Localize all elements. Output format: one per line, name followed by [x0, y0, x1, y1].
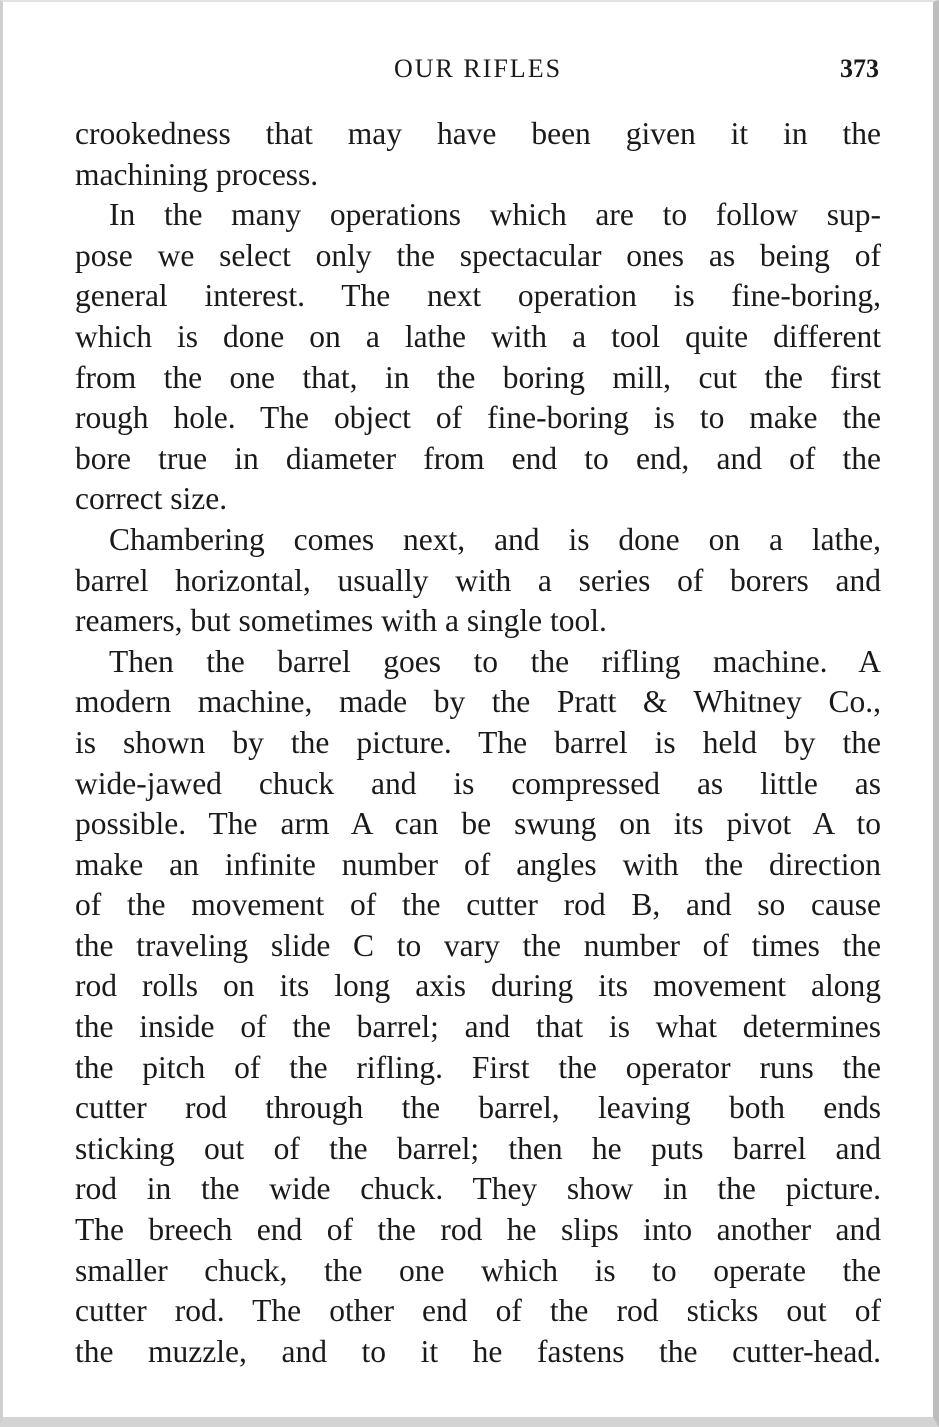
- text-line: crookedness that may have been given it in the: [75, 116, 881, 151]
- paragraph: [75, 520, 881, 642]
- text-line: bore true in diameter from end to end, and of the: [75, 440, 881, 476]
- text-line: The breech end of the rod he slips into another and: [75, 1212, 881, 1248]
- text-line: the inside of the barrel; and that is what determines: [75, 1009, 881, 1045]
- text-line: make an infinite number of angles with the direction: [75, 846, 881, 882]
- text-line: rough hole. The object of fine-boring is to make the: [75, 400, 881, 436]
- text-line: cutter rod. The other end of the rod sticks out of: [75, 1293, 881, 1329]
- paragraph: [75, 642, 881, 1373]
- text-line: of the movement of the cutter rod B, and so cause: [75, 887, 881, 923]
- text-line: general interest. The next operation is fine-boring,: [75, 278, 881, 314]
- text-line: correct size.: [75, 481, 228, 517]
- text-line: barrel horizontal, usually with a series of borers and: [75, 562, 881, 598]
- text-line: reamers, but sometimes with a single tool.: [75, 603, 607, 639]
- text-line: modern machine, made by the Pratt & Whitney Co.,: [75, 684, 881, 720]
- page-number: 373: [840, 54, 879, 83]
- text-line: from the one that, in the boring mill, cut the first: [75, 359, 881, 395]
- body-text: [75, 114, 881, 1372]
- text-line: is shown by the picture. The barrel is held by the: [75, 724, 881, 760]
- text-line: machining process.: [75, 156, 319, 192]
- paragraph: [75, 114, 881, 195]
- text-line: rod in the wide chuck. They show in the picture.: [75, 1171, 881, 1207]
- page-header: [75, 54, 881, 94]
- text-line: the pitch of the rifling. First the operator runs the: [75, 1049, 881, 1085]
- text-line: sticking out of the barrel; then he puts barrel and: [75, 1130, 881, 1166]
- text-line: Chambering comes next, and is done on a lathe,: [109, 521, 881, 557]
- text-line: which is done on a lathe with a tool quite different: [75, 318, 881, 354]
- running-title: OUR RIFLES: [393, 54, 563, 83]
- text-line: Then the barrel goes to the rifling machine. A: [109, 643, 881, 679]
- text-line: rod rolls on its long axis during its movement along: [75, 968, 881, 1004]
- paragraph: [75, 195, 881, 520]
- text-line: wide-jawed chuck and is compressed as little as: [75, 765, 881, 801]
- text-line: cutter rod through the barrel, leaving both ends: [75, 1090, 881, 1126]
- text-line: pose we select only the spectacular ones as being of: [75, 237, 881, 273]
- text-line: the traveling slide C to vary the number of times the: [75, 927, 881, 963]
- text-line: the muzzle, and to it he fastens the cutter-head.: [75, 1333, 881, 1369]
- text-line: smaller chuck, the one which is to operate the: [75, 1252, 881, 1288]
- text-line: In the many operations which are to follow sup-: [109, 197, 881, 233]
- text-line: possible. The arm A can be swung on its pivot A to: [75, 806, 881, 842]
